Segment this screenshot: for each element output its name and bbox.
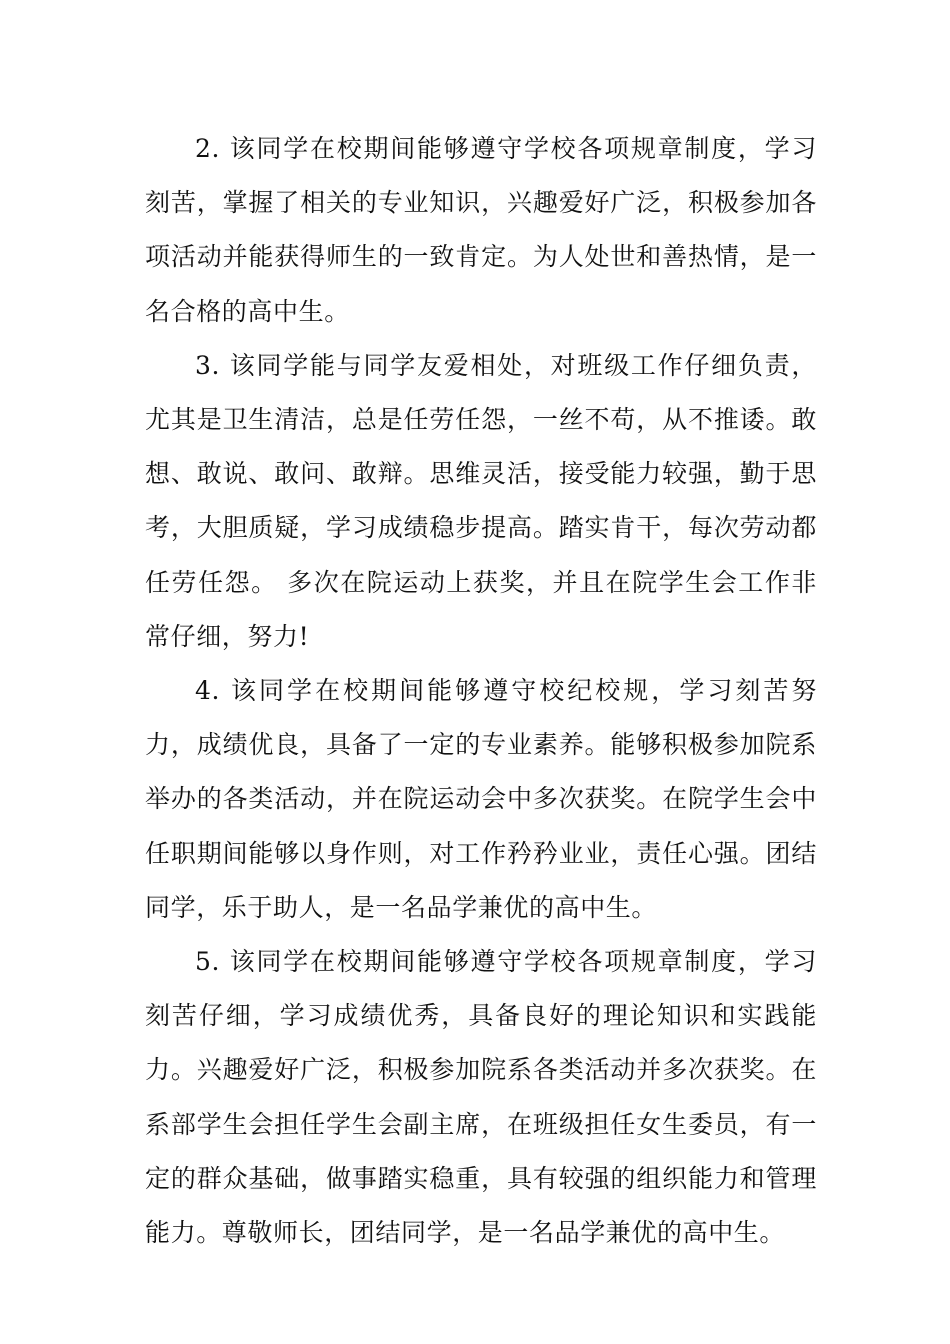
document-body bbox=[145, 122, 817, 1260]
paragraph-3: 3. 该同学能与同学友爱相处，对班级工作仔细负责，尤其是卫生清洁，总是任劳任怨，一丝不苟，从不推诿。敢想、敢说、敢问、敢辩。思维灵活，接受能力较强，勤于思考，大胆质疑，学习成绩稳步提高。踏实肯干，每次劳动都任劳任怨。 多次在院运动上获奖，并且在院学生会工作非常仔细，努力! bbox=[145, 350, 817, 651]
paragraph-2: 2. 该同学在校期间能够遵守学校各项规章制度，学习刻苦，掌握了相关的专业知识，兴趣爱好广泛，积极参加各项活动并能获得师生的一致肯定。为人处世和善热情，是一名合格的高中生。 bbox=[145, 134, 817, 326]
paragraph-5: 5. 该同学在校期间能够遵守学校各项规章制度，学习刻苦仔细，学习成绩优秀，具备良好的理论知识和实践能力。兴趣爱好广泛，积极参加院系各类活动并多次获奖。在系部学生会担任学生会副主席，在班级担任女生委员，有一定的群众基础，做事踏实稳重，具有较强的组织能力和管理能力。尊敬师长，团结同学，是一名品学兼优的高中生。 bbox=[145, 947, 817, 1248]
paragraph-4: 4. 该同学在校期间能够遵守校纪校规，学习刻苦努力，成绩优良，具备了一定的专业素养。能够积极参加院系举办的各类活动，并在院运动会中多次获奖。在院学生会中任职期间能够以身作则，对工作矜矜业业，责任心强。团结同学，乐于助人，是一名品学兼优的高中生。 bbox=[145, 676, 817, 922]
